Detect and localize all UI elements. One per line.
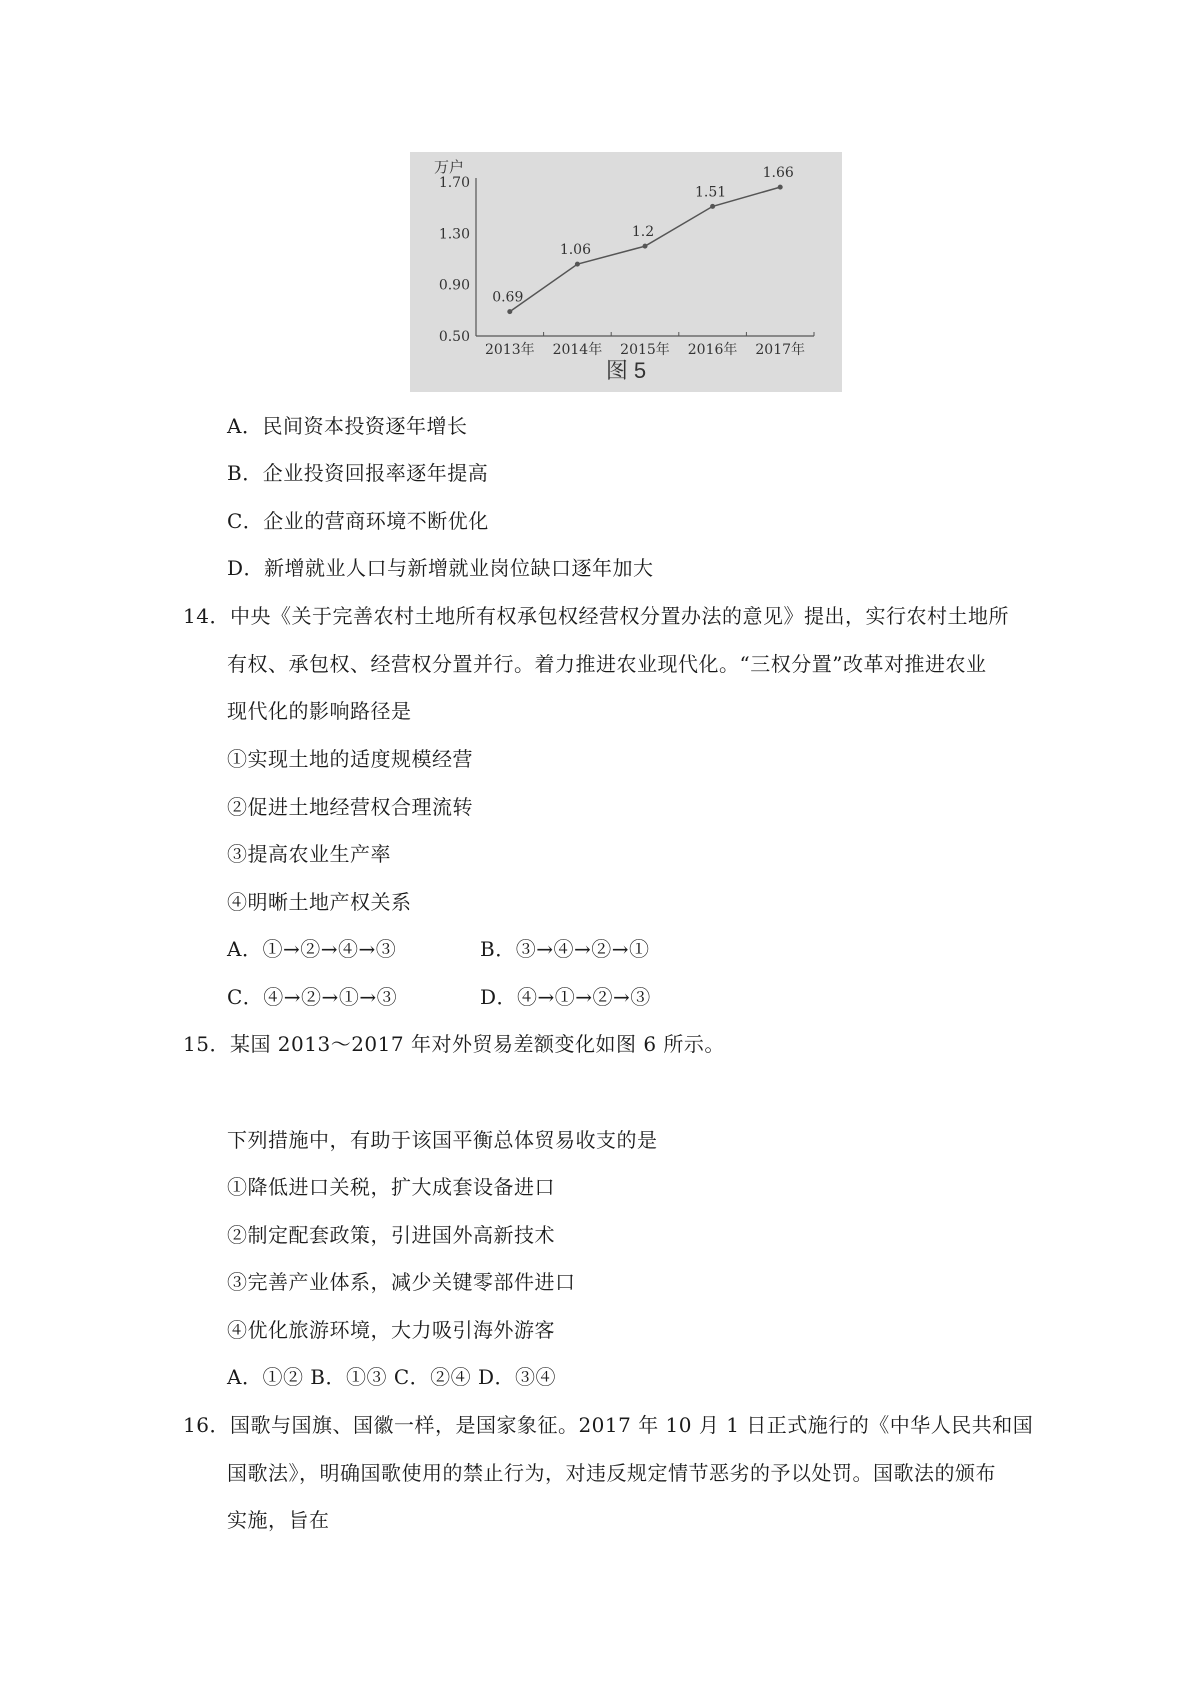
q14-option-b: B．③→④→②→① [480,937,650,961]
data-point [643,244,648,249]
data-label: 1.51 [695,184,727,201]
q13-option-c: C．企业的营商环境不断优化 [227,509,489,533]
q15-question: 下列措施中，有助于该国平衡总体贸易收支的是 [227,1128,658,1152]
figure-5 [410,152,842,392]
q14-stem-line-3: 现代化的影响路径是 [227,699,412,723]
q15-item-2: ②制定配套政策，引进国外高新技术 [227,1223,555,1247]
x-tick-label: 2015年 [620,342,670,358]
data-label: 0.69 [492,289,524,306]
q15-item-1: ①降低进口关税，扩大成套设备进口 [227,1175,555,1199]
line-chart [410,152,842,392]
x-tick-label: 2016年 [687,342,738,358]
y-tick-label: 1.70 [438,175,470,191]
q16-stem-line-1: 16．国歌与国旗、国徽一样，是国家象征。2017 年 10 月 1 日正式施行的《中华人民共和国 [183,1413,1034,1437]
series-line [510,187,780,311]
q15-stem: 15．某国 2013～2017 年对外贸易差额变化如图 6 所示。 [183,1032,725,1056]
data-point [778,185,783,190]
q16-stem-line-2: 国歌法》，明确国歌使用的禁止行为，对违反规定情节恶劣的予以处罚。国歌法的颁布 [227,1461,996,1485]
q14-item-3: ③提高农业生产率 [227,842,391,866]
q14-stem-line-1: 14．中央《关于完善农村土地所有权承包权经营权分置办法的意见》提出，实行农村土地所 [183,604,1009,628]
q14-option-c: C．④→②→①→③ [227,985,398,1009]
data-point [575,262,580,267]
q14-item-4: ④明晰土地产权关系 [227,890,412,914]
q13-option-d: D．新增就业人口与新增就业岗位缺口逐年加大 [227,556,654,580]
q15-item-3: ③完善产业体系，减少关键零部件进口 [227,1270,576,1294]
q15-options: A．①② B．①③ C．②④ D．③④ [227,1365,557,1389]
figure-caption: 图 5 [605,358,647,383]
data-label: 1.66 [762,165,794,182]
q14-stem-line-2: 有权、承包权、经营权分置并行。着力推进农业现代化。“三权分置”改革对推进农业 [227,652,987,676]
x-tick-label: 2017年 [755,342,806,358]
q13-option-a: A．民间资本投资逐年增长 [227,414,468,438]
y-tick-label: 1.30 [438,226,470,243]
data-point [507,309,512,314]
y-axis-label: 万户 [434,158,465,176]
q14-item-2: ②促进土地经营权合理流转 [227,795,473,819]
y-tick-label: 0.50 [438,329,470,345]
data-label: 1.2 [631,224,655,241]
q14-item-1: ①实现土地的适度规模经营 [227,747,473,771]
q13-option-b: B．企业投资回报率逐年提高 [227,461,489,485]
q16-stem-line-3: 实施，旨在 [227,1508,330,1532]
x-tick-label: 2013年 [484,342,535,358]
data-point [710,204,715,209]
q14-option-a: A．①→②→④→③ [227,937,397,961]
q14-option-d: D．④→①→②→③ [480,985,651,1009]
x-tick-label: 2014年 [552,342,603,358]
data-label: 1.06 [559,242,591,259]
q15-item-4: ④优化旅游环境，大力吸引海外游客 [227,1318,555,1342]
y-tick-label: 0.90 [438,277,470,294]
